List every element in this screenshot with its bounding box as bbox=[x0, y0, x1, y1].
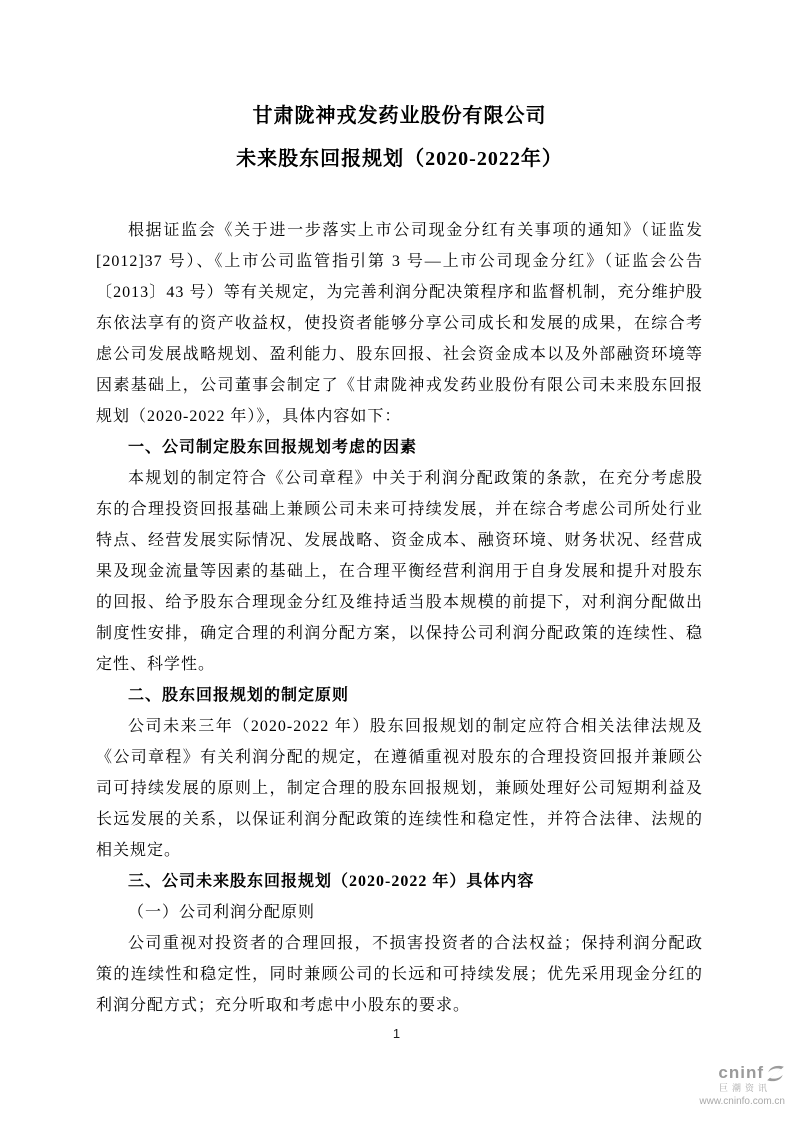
cninfo-logo bbox=[699, 1064, 785, 1107]
section-2-heading: 二、股东回报规划的制定原则 bbox=[128, 687, 350, 704]
cninfo-brand-row bbox=[699, 1064, 785, 1083]
section-1-heading: 一、公司制定股东回报规划考虑的因素 bbox=[128, 439, 418, 456]
section-3-heading: 三、公司未来股东回报规划（2020-2022 年）具体内容 bbox=[128, 873, 535, 890]
document-content bbox=[96, 0, 703, 1021]
section-3-subheading: （一）公司利润分配原则 bbox=[128, 904, 316, 921]
cninfo-swirl-icon bbox=[766, 1064, 785, 1083]
cninfo-brand-text: cninf bbox=[718, 1063, 764, 1083]
doc-title-line1: 甘肃陇神戎发药业股份有限公司 bbox=[252, 105, 547, 127]
section-1-paragraph: 本规划的制定符合《公司章程》中关于利润分配政策的条款，在充分考虑股东的合理投资回报基础上兼顾公司未来可持续发展，并在综合考虑公司所处行业特点、经营发展实际情况、发展战略、资金成本、融资环境、财务状况、经营成果及现金流量等因素的基础上，在合理平衡经营利润用于自身发展和提升对股东的回报、给予股东合理现金分红及维持适当股本规模的前提下，对利润分配做出制度性安排，确定合理的利润分配方案，以保持公司利润分配政策的连续性、稳定性、科学性。 bbox=[96, 470, 703, 673]
page-number: 1 bbox=[392, 1026, 401, 1041]
cninfo-brand-cn: 巨潮资讯 bbox=[718, 1083, 771, 1093]
doc-title-line2: 未来股东回报规划（2020-2022年） bbox=[236, 148, 563, 170]
cninfo-url: www.cninfo.com.cn bbox=[699, 1095, 785, 1107]
section-2-paragraph: 公司未来三年（2020-2022 年）股东回报规划的制定应符合相关法律法规及《公司章程》有关利润分配的规定，在遵循重视对股东的合理投资回报并兼顾公司可持续发展的原则上，制定合理的股东回报规划，兼顾处理好公司短期利益及长远发展的关系，以保证利润分配政策的连续性和稳定性，并符合法律、法规的相关规定。 bbox=[96, 718, 703, 859]
section-3-paragraph: 公司重视对投资者的合理回报，不损害投资者的合法权益；保持利润分配政策的连续性和稳定性，同时兼顾公司的长远和可持续发展；优先采用现金分红的利润分配方式；充分听取和考虑中小股东的要求。 bbox=[96, 935, 703, 1014]
intro-paragraph: 根据证监会《关于进一步落实上市公司现金分红有关事项的通知》（证监发[2012]37 号）、《上市公司监管指引第 3 号—上市公司现金分红》（证监会公告〔2013〕43 号）等有关规定，为完善利润分配决策程序和监督机制，充分维护股东依法享有的资产收益权，使投资者能够分享公司成长和发展的成果，在综合考虑公司发展战略规划、盈利能力、股东回报、社会资金成本以及外部融资环境等因素基础上，公司董事会制定了《甘肃陇神戎发药业股份有限公司未来股东回报规划（2020-2022 年）》，具体内容如下： bbox=[96, 222, 703, 425]
